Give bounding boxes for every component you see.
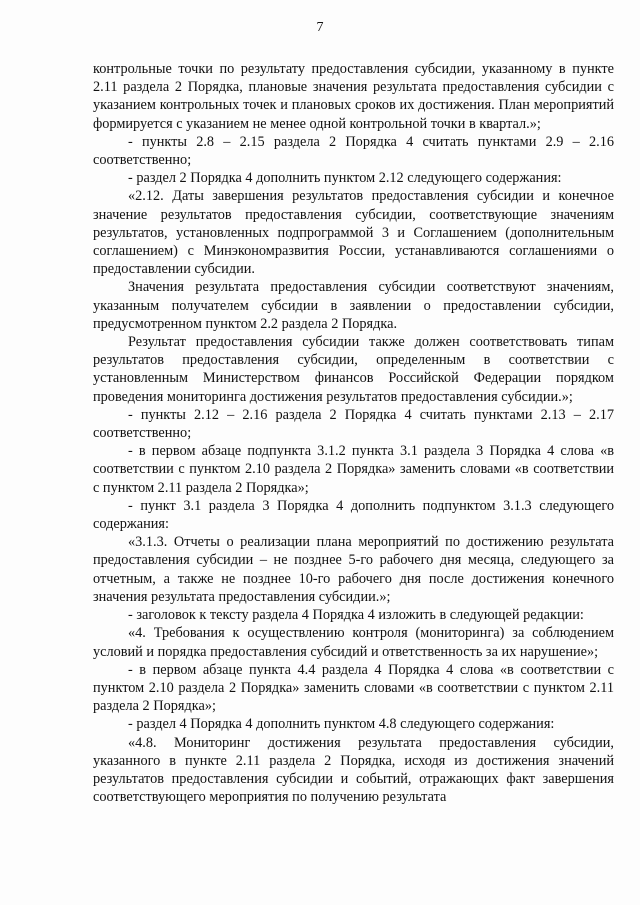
paragraph-13: - в первом абзаце пункта 4.4 раздела 4 Порядка 4 слова «в соответствии с пунктом 2.10 раздела 2 Порядка» заменить словами «в соответствии с пунктом 2.11 раздела 2 Порядка»; xyxy=(93,661,614,715)
paragraph-11: - заголовок к тексту раздела 4 Порядка 4 изложить в следующей редакции: xyxy=(128,607,584,624)
paragraph-5: Значения результата предоставления субсидии соответствуют значениям, указанным получателем субсидии в заявлении о предоставлении субсидии, предусмотренном пунктом 2.2 раздела 2 Порядка. xyxy=(93,279,614,332)
paragraph-12: «4. Требования к осуществлению контроля (мониторинга) за соблюдением условий и порядка предоставления субсидий и ответственность за их нарушение»; xyxy=(93,625,614,660)
paragraph-6: Результат предоставления субсидии также должен соответствовать типам результатов предоставления субсидии, определенным в соответствии с установленным Министерством финансов Российской Федерации порядком проведения мониторинга достижения результатов предоставления субсидии.»; xyxy=(93,334,614,405)
page-number: 7 xyxy=(316,20,324,35)
paragraph-14: - раздел 4 Порядка 4 дополнить пунктом 4.8 следующего содержания: xyxy=(128,716,555,733)
paragraph-8: - в первом абзаце подпункта 3.1.2 пункта 3.1 раздела 3 Порядка 4 слова «в соответствии с пунктом 2.10 раздела 2 Порядка» заменить словами «в соответствии с пунктом 2.11 раздела 2 Порядка»; xyxy=(93,443,614,496)
paragraph-3: - раздел 2 Порядка 4 дополнить пунктом 2.12 следующего содержания: xyxy=(128,170,562,187)
paragraph-10: «3.1.3. Отчеты о реализации плана мероприятий по достижению результата предоставления субсидии – не позднее 5-го рабочего дня месяца, следующего за отчетным, а также не позднее 10-го рабочего дня после достижения конечного значения результата предоставления субсидии.»; xyxy=(93,534,614,605)
paragraph-1: контрольные точки по результату предоставления субсидии, указанному в пункте 2.11 раздела 2 Порядка, плановые значения результата предоставления субсидии с указанием контрольных точек и плановых сроков их достижения. План мероприятий формируется с указанием не менее одной контрольной точки в квартал.»; xyxy=(93,61,614,132)
body-text xyxy=(93,60,614,806)
paragraph-9: - пункт 3.1 раздела 3 Порядка 4 дополнить подпунктом 3.1.3 следующего содержания: xyxy=(93,497,614,533)
paragraph-4: «2.12. Даты завершения результатов предоставления субсидии и конечное значение результатов предоставления субсидии, соответствующие значениям результатов, установленных подпрограммой 3 и Соглашением (дополнительным соглашением) с Минэкономразвития России, устанавливаются соглашениями о предоставлении субсидии. xyxy=(93,188,614,278)
paragraph-7: - пункты 2.12 – 2.16 раздела 2 Порядка 4 считать пунктами 2.13 – 2.17 соответственно; xyxy=(93,406,614,442)
paragraph-15: «4.8. Мониторинг достижения результата предоставления субсидии, указанного в пункте 2.11 раздела 2 Порядка, исходя из достижения значений результатов предоставления субсидии и событий, отражающих факт завершения соответствующего мероприятия по получению результата xyxy=(93,734,614,806)
paragraph-2: - пункты 2.8 – 2.15 раздела 2 Порядка 4 считать пунктами 2.9 – 2.16 соответственно; xyxy=(93,133,614,169)
